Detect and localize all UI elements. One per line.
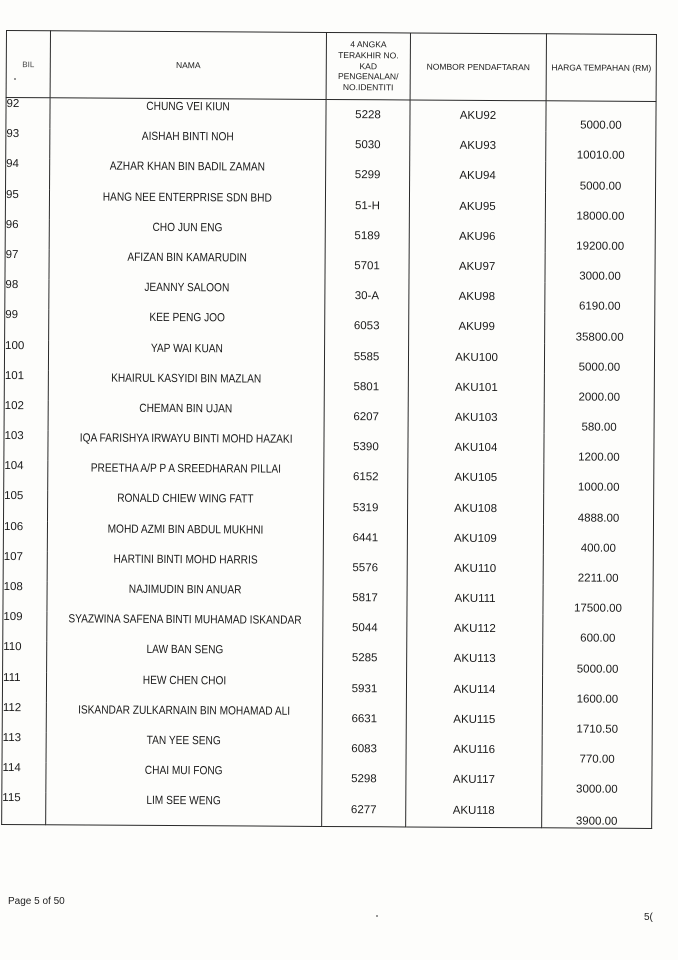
cell-ic: 5030 (326, 130, 410, 161)
cell-price: 6190.00 (545, 282, 655, 313)
cell-bil: 98 (5, 279, 49, 309)
cell-nama (49, 310, 325, 342)
cell-bil: 106 (3, 521, 47, 551)
cell-price: 1000.00 (544, 464, 654, 495)
cell-price: 5000.00 (546, 101, 656, 132)
cell-nama-text: SYAZWINA SAFENA BINTI MUHAMAD ISKANDAR (68, 611, 302, 628)
cell-price: 2211.00 (543, 554, 653, 585)
table-row (5, 309, 655, 343)
cell-reg: AKU97 (409, 251, 545, 282)
table-row (3, 641, 653, 675)
cell-reg: AKU115 (406, 704, 542, 735)
cell-bil: 97 (5, 249, 49, 279)
table-row (4, 430, 654, 464)
cell-ic: 6207 (324, 402, 408, 433)
cell-price: 17500.00 (543, 584, 653, 615)
cell-ic: 6053 (325, 311, 409, 342)
cell-nama-text: IQA FARISHYA IRWAYU BINTI MOHD HAZAKI (79, 430, 293, 446)
cell-reg: AKU96 (409, 221, 545, 252)
cell-nama-text: JEANNY SALOON (144, 279, 230, 295)
cell-nama (49, 279, 325, 311)
cell-reg: AKU103 (408, 402, 544, 433)
cell-nama (47, 581, 323, 613)
cell-reg: AKU110 (407, 553, 543, 584)
table-row (2, 792, 652, 828)
cell-bil: 100 (4, 339, 48, 369)
cell-nama-text: ISKANDAR ZULKARNAIN BIN MOHAMAD ALI (78, 702, 291, 718)
cell-ic: 5817 (323, 583, 407, 614)
cell-bil: 101 (4, 370, 48, 400)
table-row (4, 490, 654, 524)
cell-nama-text: CHAI MUI FONG (145, 762, 223, 778)
table-row (4, 460, 654, 494)
cell-ic: 5285 (323, 643, 407, 674)
cell-nama-text: YAP WAI KUAN (150, 340, 223, 355)
page-number: Page 5 of 50 (8, 896, 65, 907)
cell-price: 5000.00 (544, 343, 654, 374)
cell-nama-text: HARTINI BINTI MOHD HARRIS (113, 551, 258, 567)
cell-reg: AKU108 (407, 493, 543, 524)
cell-ic: 6277 (322, 794, 406, 827)
cell-price: 10010.00 (546, 131, 656, 162)
cell-nama-text: NAJIMUDIN BIN ANUAR (128, 581, 242, 597)
cell-nama (48, 430, 324, 462)
cell-reg: AKU112 (407, 614, 543, 645)
cell-reg: AKU98 (409, 282, 545, 313)
cell-reg: AKU105 (408, 463, 544, 494)
cell-nama-text: CHO JUN ENG (152, 219, 223, 235)
table-row (3, 551, 653, 585)
cell-nama (50, 128, 326, 160)
cell-nama (49, 249, 325, 281)
cell-reg: AKU100 (408, 342, 544, 373)
cell-ic: 6083 (322, 734, 406, 765)
cell-price: 5000.00 (543, 645, 653, 676)
header-price: HARGA TEMPAHAN (RM) (546, 34, 656, 102)
cell-price: 1710.50 (542, 705, 652, 736)
cell-price: 3900.00 (542, 796, 652, 829)
cell-ic: 5801 (324, 372, 408, 403)
cell-nama-text: HEW CHEN CHOI (142, 672, 227, 687)
cell-nama (46, 702, 322, 734)
cell-ic: 5299 (326, 160, 410, 191)
table-row (6, 128, 656, 162)
cell-nama (46, 793, 322, 827)
cell-nama-text: KHAIRUL KASYIDI BIN MAZLAN (111, 370, 262, 386)
table-row (3, 521, 653, 555)
cell-price: 580.00 (544, 403, 654, 434)
cell-ic: 5044 (323, 613, 407, 644)
cell-nama-text: LAW BAN SENG (146, 642, 224, 657)
cell-ic: 5319 (323, 492, 407, 523)
table-row (2, 672, 652, 706)
cell-nama (49, 219, 325, 251)
cell-nama (46, 762, 322, 794)
cell-reg: AKU101 (408, 372, 544, 403)
scan-speck (14, 78, 16, 80)
cell-reg: AKU104 (408, 433, 544, 464)
table-body (2, 98, 656, 829)
cell-bil: 95 (5, 189, 49, 219)
cell-nama (48, 491, 324, 523)
cell-reg: AKU116 (406, 734, 542, 765)
cell-price: 1600.00 (542, 675, 652, 706)
table-row (2, 702, 652, 736)
cell-nama-text: RONALD CHIEW WING FATT (117, 491, 254, 506)
cell-reg: AKU114 (406, 674, 542, 705)
cell-nama (47, 611, 323, 643)
cell-nama-text: PREETHA A/P P A SREEDHARAN PILLAI (90, 460, 281, 476)
cell-nama-text: AFIZAN BIN KAMARUDIN (127, 249, 247, 265)
cell-price: 4888.00 (543, 494, 653, 525)
cell-bil: 111 (2, 672, 46, 702)
corner-mark: 5( (644, 912, 653, 923)
cell-price: 18000.00 (545, 192, 655, 223)
table-row (4, 339, 654, 373)
cell-ic: 5576 (323, 553, 407, 584)
header-bil: BIL (6, 31, 50, 98)
cell-bil: 99 (5, 309, 49, 339)
cell-bil: 113 (2, 732, 46, 762)
cell-bil: 103 (4, 430, 48, 460)
registration-table (1, 30, 657, 829)
table-row (5, 279, 655, 313)
table-row (4, 370, 654, 404)
cell-price: 3000.00 (542, 765, 652, 796)
cell-bil: 109 (3, 611, 47, 641)
cell-ic: 51-H (325, 191, 409, 222)
cell-price: 35800.00 (545, 313, 655, 344)
cell-bil: 107 (3, 551, 47, 581)
cell-ic: 5931 (322, 674, 406, 705)
cell-bil: 108 (3, 581, 47, 611)
cell-nama (48, 400, 324, 432)
header-ic: 4 ANGKA TERAKHIR NO. KAD PENGENALAN/ NO.IDENTITI (326, 32, 410, 100)
table-row (3, 611, 653, 645)
cell-nama (47, 551, 323, 583)
cell-price: 19200.00 (545, 222, 655, 253)
cell-nama (48, 461, 324, 493)
cell-nama-text: CHEMAN BIN UJAN (139, 400, 233, 416)
cell-nama (50, 159, 326, 191)
table-row (2, 762, 652, 796)
cell-nama-text: AZHAR KHAN BIN BADIL ZAMAN (110, 159, 266, 174)
cell-nama-text: LIM SEE WENG (146, 793, 222, 808)
cell-bil: 92 (6, 98, 50, 129)
cell-bil: 112 (2, 702, 46, 732)
cell-reg: AKU93 (410, 131, 546, 162)
cell-nama (48, 340, 324, 372)
cell-reg: AKU117 (406, 765, 542, 796)
cell-bil: 115 (2, 792, 46, 825)
cell-ic: 5228 (326, 99, 410, 130)
cell-price: 2000.00 (544, 373, 654, 404)
cell-ic: 6152 (324, 462, 408, 493)
table-row (5, 249, 655, 283)
cell-price: 600.00 (543, 614, 653, 645)
cell-price: 770.00 (542, 735, 652, 766)
cell-ic: 6441 (323, 523, 407, 554)
cell-bil: 110 (3, 641, 47, 671)
cell-price: 400.00 (543, 524, 653, 555)
table-header-row (6, 31, 656, 102)
cell-nama (46, 672, 322, 704)
cell-nama-text: KEE PENG JOO (148, 310, 225, 325)
cell-nama (46, 732, 322, 764)
cell-price: 5000.00 (546, 162, 656, 193)
cell-bil: 104 (4, 460, 48, 490)
cell-reg: AKU99 (409, 312, 545, 343)
cell-reg: AKU94 (410, 161, 546, 192)
cell-bil: 102 (4, 400, 48, 430)
header-nama: NAMA (50, 31, 326, 100)
cell-bil: 96 (5, 219, 49, 249)
cell-nama (48, 370, 324, 402)
table-row (4, 400, 654, 434)
table-row (6, 98, 656, 133)
cell-reg: AKU111 (407, 583, 543, 614)
table-row (3, 581, 653, 615)
cell-bil: 105 (4, 490, 48, 520)
cell-nama (47, 521, 323, 553)
cell-price: 1200.00 (544, 433, 654, 464)
cell-bil: 94 (6, 158, 50, 188)
cell-ic: 5585 (324, 341, 408, 372)
cell-ic: 5390 (324, 432, 408, 463)
cell-nama-text: AISHAH BINTI NOH (141, 129, 234, 144)
cell-nama (47, 642, 323, 674)
cell-nama (50, 98, 326, 130)
cell-ic: 6631 (322, 704, 406, 735)
cell-reg: AKU109 (407, 523, 543, 554)
cell-nama-text: HANG NEE ENTERPRISE SDN BHD (102, 189, 273, 205)
cell-reg: AKU92 (410, 100, 546, 132)
header-reg: NOMBOR PENDAFTARAN (410, 33, 546, 101)
cell-nama-text: MOHD AZMI BIN ABDUL MUKHNI (107, 521, 264, 537)
cell-nama (49, 189, 325, 221)
table-row (5, 219, 655, 253)
table-row (6, 158, 656, 192)
cell-nama-text: CHUNG VEI KIUN (146, 98, 230, 114)
cell-reg: AKU118 (406, 795, 542, 828)
scan-speck (376, 915, 378, 917)
cell-ic: 30-A (325, 281, 409, 312)
cell-nama-text: TAN YEE SENG (147, 732, 222, 748)
table-row (5, 189, 655, 223)
cell-reg: AKU95 (409, 191, 545, 222)
table-row (2, 732, 652, 766)
cell-reg: AKU113 (407, 644, 543, 675)
cell-ic: 5298 (322, 764, 406, 795)
cell-bil: 114 (2, 762, 46, 792)
cell-bil: 93 (6, 128, 50, 158)
cell-ic: 5189 (325, 221, 409, 252)
cell-ic: 5701 (325, 251, 409, 282)
cell-price: 3000.00 (545, 252, 655, 283)
